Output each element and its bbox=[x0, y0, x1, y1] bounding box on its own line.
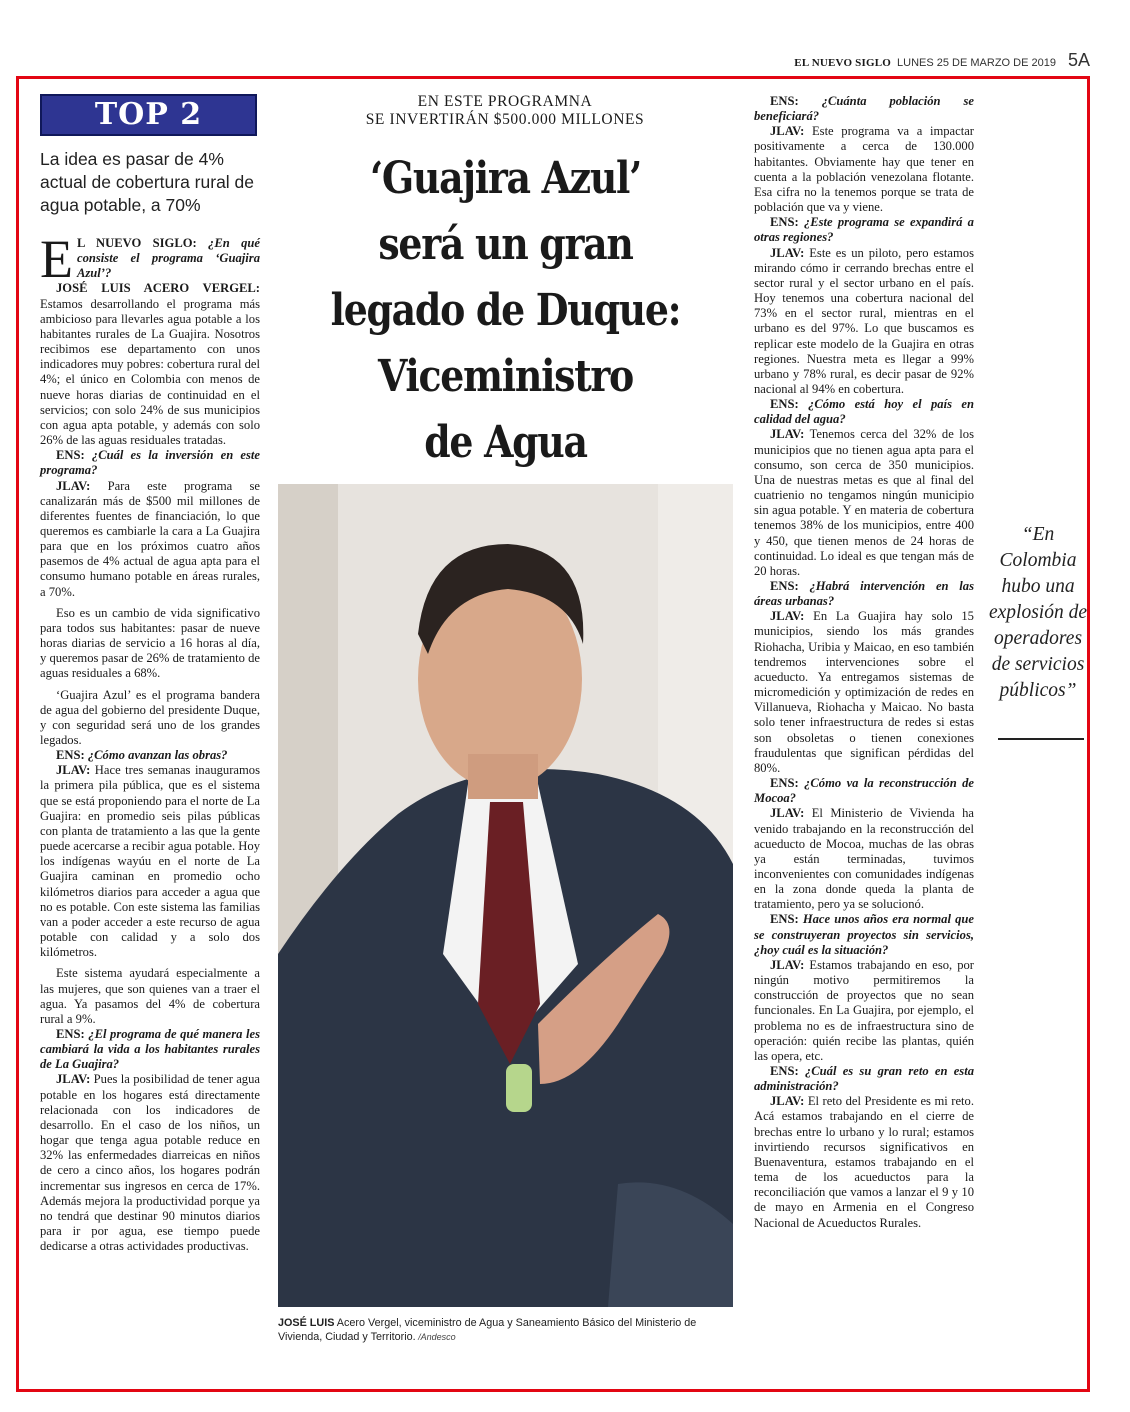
page-number: 5A bbox=[1067, 50, 1090, 70]
answer-paragraph: Este sistema ayudará especialmente a las mujeres, que son quienes van a traer el agua. Ya pasamos del 4% de cobertura rural a 9%. bbox=[40, 966, 260, 1026]
headline-line-4: Viceministro bbox=[378, 351, 633, 402]
question-paragraph: ENS: ¿El programa de qué manera les cambiará la vida a los habitantes rurales de La Guajira? bbox=[40, 1026, 260, 1072]
masthead bbox=[794, 50, 1090, 71]
headline-line-5: de Agua bbox=[424, 417, 587, 468]
question-paragraph: ENS: ¿Cuánta población se beneficiará? bbox=[754, 94, 974, 124]
pull-quote-rule bbox=[998, 738, 1084, 740]
photo-illustration bbox=[278, 484, 733, 1307]
answer-paragraph: JLAV: En La Guajira hay solo 15 municipios, siendo los más grandes Riohacha, Uribia y Maicao, en eso también tendremos intervenciones sobre el acueducto. Ya entregamos sistemas de micromedición y optimización de redes en Villanueva, Riohacha y Maicao. No basta solo tener infraestructura de redes si estas son obsoletas o tienen conexiones fraudulentas que significan pérdidas del 80%. bbox=[754, 609, 974, 775]
answer-paragraph: ‘Guajira Azul’ es el programa bandera de agua del gobierno del presidente Duque, y con seguridad será uno de los grandes legados. bbox=[40, 687, 260, 747]
answer-paragraph: JLAV: El reto del Presidente es mi reto. Acá estamos trabajando en el cierre de brechas entre lo urbano y lo rural; estamos invirtiendo recursos significativos en Buenaventura, estamos trabajando en el tema de los acueductos para la reconciliación que vamos a lanzar el 9 y 10 de mayo en Armenia en el Congreso Nacional de Acueductos Rurales. bbox=[754, 1094, 974, 1230]
question-paragraph: ENS: ¿Cómo avanzan las obras? bbox=[56, 748, 228, 763]
issue-date: LUNES 25 DE MARZO DE 2019 bbox=[897, 57, 1056, 69]
headline-line-1: ‘Guajira Azul’ bbox=[369, 153, 642, 204]
question-paragraph: ENS: ¿Cómo está hoy el país en calidad del agua? bbox=[754, 397, 974, 427]
photo-credit: /Andesco bbox=[415, 1332, 456, 1342]
top-badge: TOP 2 bbox=[40, 94, 257, 136]
answer-paragraph: JLAV: Este es un piloto, pero estamos mirando cómo ir cerrando brechas entre el sector rural y el sector urbano en el país. Hoy tenemos una cobertura nacional del 73% en el sector rural, mientras en el urbano es del 97%. Lo que buscamos es replicar este modelo de la Guajira en otras regiones. Nuestra meta es llegar a 99% urbano y 78% rural, es decir pasar de 92% nacional al 94% en cobertura. bbox=[754, 245, 974, 396]
right-column bbox=[754, 94, 974, 1231]
headline-line-2: será un gran bbox=[378, 219, 633, 270]
answer-paragraph: JLAV: Pues la posibilidad de tener agua potable en los hogares está directamente relacionada con los indicadores de desarrollo. En el caso de los niños, un hogar que tenga agua potable reduce en 32% las enfermedades diarreicas en niños de cero a cinco años, los hogares podrán incrementar sus ingresos en cerca de 17%. Además mejora la productividad porque ya no tendrá que destinar 90 minutos diarios para ir por agua, ese tiempo puede dedicarse a otras actividades productivas. bbox=[40, 1072, 260, 1254]
question-paragraph: ENS: ¿Cuál es la inversión en este programa? bbox=[40, 448, 261, 478]
pull-quote: “En Colombia hubo una explosión de operadores de servicios públicos” bbox=[988, 524, 1087, 701]
newspaper-name: EL NUEVO SIGLO bbox=[794, 57, 892, 69]
question-paragraph: ENS: ¿Habrá intervención en las áreas urbanas? bbox=[754, 579, 974, 609]
kicker-line-1: EN ESTE PROGRAMNA bbox=[417, 93, 593, 110]
question-text: ¿En qué consiste el programa ‘Guajira Azul’? bbox=[77, 236, 260, 281]
answer-paragraph: JOSÉ LUIS ACERO VERGEL: Estamos desarrollando el programa más ambicioso para llevarles agua potable a los habitantes rurales de La Guajira. Nosotros recibimos ese departamento con unos indicadores muy pobres: cobertura rural del 4%; el único en Colombia con menos de nueve horas diarias de continuidad en el servicios; con solo 24% de sus municipios con agua apta potable, y además con solo 26% de las aguas residuales tratadas. bbox=[40, 281, 260, 448]
photo-caption bbox=[278, 1316, 733, 1344]
question-paragraph: ENS: Hace unos años era normal que se construyeran proyectos sin servicios, ¿hoy cuál es la situación? bbox=[754, 912, 974, 957]
question-paragraph: ENS: ¿Cuál es su gran reto en esta administración? bbox=[754, 1064, 974, 1094]
answer-paragraph: JLAV: Hace tres semanas inauguramos la primera pila pública, que es el sistema que se está proponiendo para el norte de La Guajira: en promedio seis pilas públicas con planta de tratamiento a las que la gente puede acercarse a recibir agua potable. Hoy los indígenas wayúu en el norte de La Guajira caminan en promedio ocho kilómetros diarios para acceder a agua que no es potable. Con este sistema las familias van a poder acceder a este recurso de agua potable con calidad y a solo dos kilómetros. bbox=[40, 763, 260, 960]
question-paragraph: ENS: ¿Este programa se expandirá a otras regiones? bbox=[754, 215, 974, 245]
kicker bbox=[290, 93, 720, 129]
kicker-line-2: SE INVERTIRÁN $500.000 MILLONES bbox=[365, 111, 645, 128]
headline bbox=[310, 146, 701, 476]
interviewee-photo bbox=[278, 484, 733, 1307]
subheadline: La idea es pasar de 4% actual de cobertura rural de agua potable, a 70% bbox=[40, 149, 255, 215]
speaker-label: JOSÉ LUIS ACERO VERGEL: bbox=[56, 281, 260, 296]
answer-paragraph: JLAV: Estamos trabajando en eso, por ningún motivo permitiremos la construcción de proyectos que no sean funcionales. En La Guajira, por ejemplo, el problema no es de infraestructura sino de operación: quién recibe las plantas, quién las opera, etc. bbox=[754, 957, 975, 1063]
speaker-label: L NUEVO SIGLO: bbox=[77, 236, 197, 250]
question-paragraph: ENS: ¿Cómo va la reconstrucción de Mocoa? bbox=[754, 776, 974, 806]
caption-name: JOSÉ LUIS bbox=[278, 1317, 335, 1329]
answer-paragraph: JLAV: Para este programa se canalizarán más de $500 mil millones de diferentes fuentes de financiación, lo que queremos es cambiarle la cara a La Guajira para que en los próximos cuatro años pasemos de 4% actual de agua apta para el consumo humano potable en áreas rurales, a 70%. bbox=[40, 478, 260, 599]
headline-line-3: legado de Duque: bbox=[330, 285, 681, 336]
left-column bbox=[40, 229, 261, 1254]
dropcap: E bbox=[40, 229, 73, 289]
answer-paragraph: Eso es un cambio de vida significativo para todos sus habitantes: pasar de nueve horas diarias de servicio a 16 horas al día, y queremos pasar de 26% de tratamiento de aguas residuales a 68%. bbox=[40, 605, 260, 681]
answer-paragraph: JLAV: Este programa va a impactar positivamente a cerca de 130.000 habitantes. Obviamente hay que tener en cuenta a la población venezolana flotante. Esa cifra no la tenemos porque se trata de población que va y viene. bbox=[754, 124, 975, 215]
caption-text: Acero Vergel, viceministro de Agua y Saneamiento Básico del Ministerio de Vivienda, Ciudad y Territorio. bbox=[278, 1317, 697, 1343]
answer-paragraph: JLAV: Tenemos cerca del 32% de los municipios que no tienen agua apta para el consumo, son cerca de 350 municipios. Una de nuestras metas es que al final del cuatrienio no tengamos ningún municipio sin agua potable. Y en materia de cobertura tenemos 38% de los municipios, entre 400 y 450, que tienen menos de 24 horas de continuidad. Lo ideal es que tengan más de 20 horas. bbox=[754, 427, 974, 578]
answer-paragraph: JLAV: El Ministerio de Vivienda ha venido trabajando en la reconstrucción del acueducto de Mocoa, muchas de las obras ya están terminadas, tuvimos inconvenientes con comunidades indígenas en la zona donde queda la planta de tratamiento, pero ya se solucionó. bbox=[754, 806, 974, 912]
